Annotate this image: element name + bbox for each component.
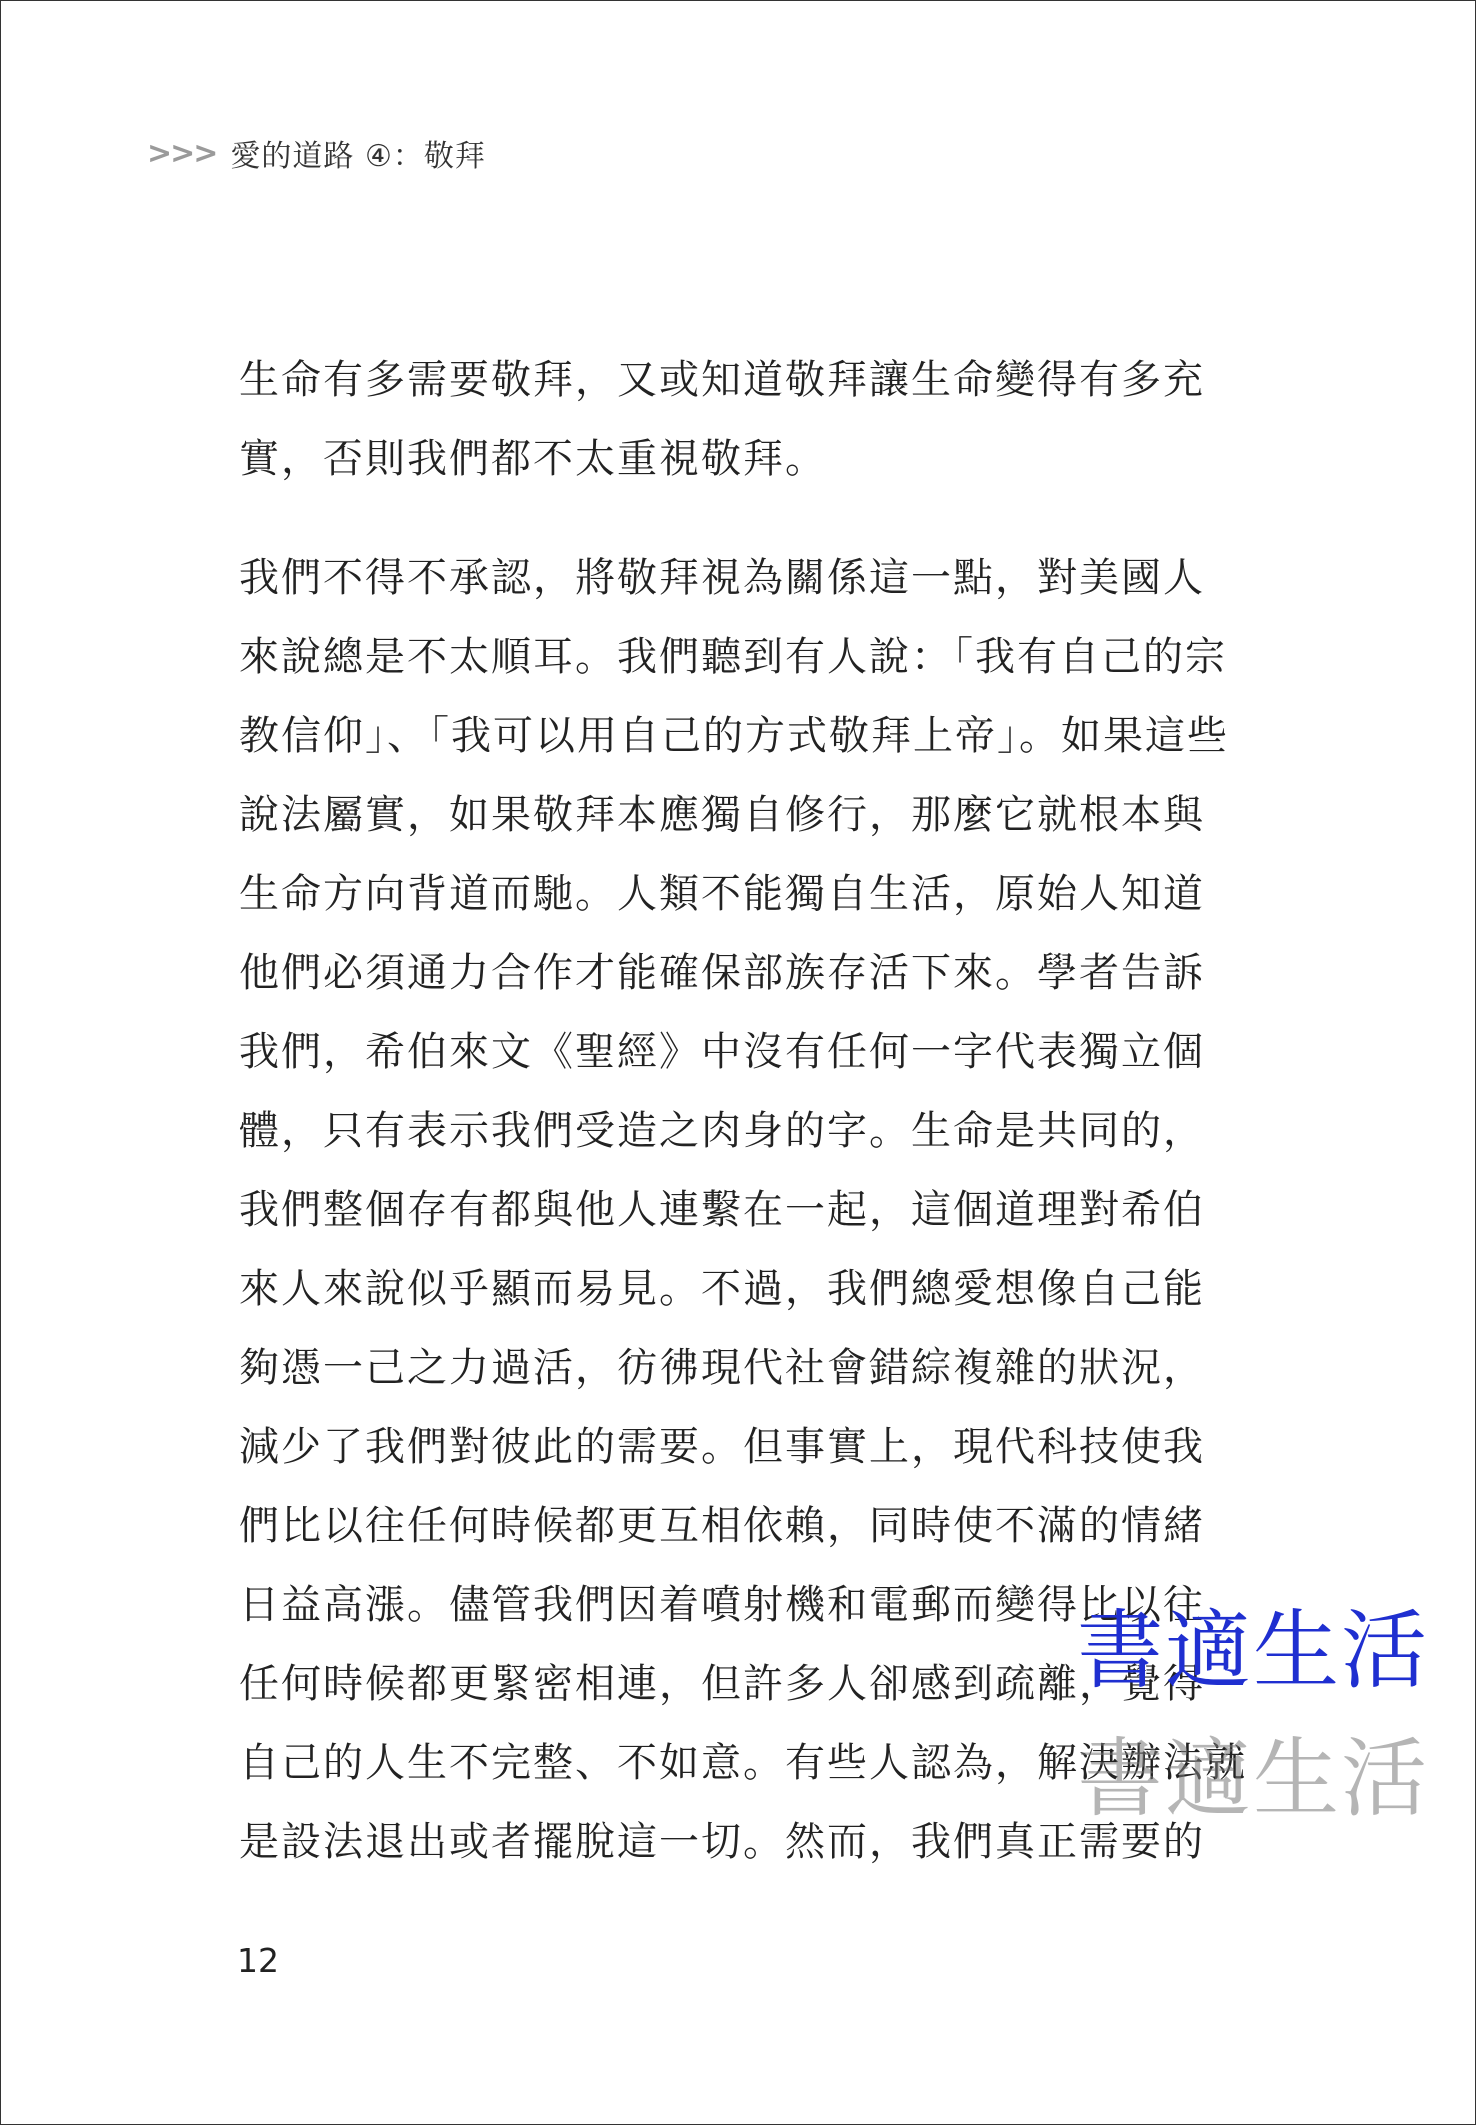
text-line: 日益高漲。儘管我們因着噴射機和電郵而變得比以往 [239,1582,1205,1628]
watermark-primary: 書適生活 [1077,1601,1429,1701]
text-line: 教信仰」、「我可以用自己的方式敬拜上帝」。如果這些 [239,713,1229,759]
text-line: 來說總是不太順耳。我們聽到有人說：「我有自己的宗 [239,634,1227,680]
text-line: 來人來說似乎顯而易見。不過，我們總愛想像自己能 [239,1266,1205,1312]
text-line: 實，否則我們都不太重視敬拜。 [239,436,827,482]
text-line: 我們，希伯來文《聖經》中沒有任何一字代表獨立個 [239,1029,1205,1075]
chevrons-icon: >>> [147,135,217,171]
body-text [239,341,1247,1882]
text-line: 體，只有表示我們受造之肉身的字。生命是共同的， [239,1108,1205,1154]
text-line: 們比以往任何時候都更互相依賴，同時使不滿的情緒 [239,1503,1205,1549]
text-line: 生命有多需要敬拜，又或知道敬拜讓生命變得有多充 [239,357,1205,403]
text-line: 減少了我們對彼此的需要。但事實上，現代科技使我 [239,1424,1205,1470]
text-line: 是設法退出或者擺脫這一切。然而，我們真正需要的 [239,1819,1205,1865]
text-line: 我們不得不承認，將敬拜視為關係這一點，對美國人 [239,555,1205,601]
text-line: 說法屬實，如果敬拜本應獨自修行，那麼它就根本與 [239,792,1205,838]
text-line: 任何時候都更緊密相連，但許多人卻感到疏離，覺得 [239,1661,1205,1707]
text-line: 夠憑一己之力過活，彷彿現代社會錯綜複雜的狀況， [239,1345,1205,1391]
text-line: 我們整個存有都與他人連繫在一起，這個道理對希伯 [239,1187,1205,1233]
text-line: 生命方向背道而馳。人類不能獨自生活，原始人知道 [239,871,1205,917]
chapter-title: 愛的道路 ④：敬拜 [230,139,486,174]
text-line: 自己的人生不完整、不如意。有些人認為，解決辦法就 [239,1740,1247,1786]
paragraph [239,341,1205,499]
watermark-secondary: 書適生活 [1077,1729,1429,1829]
running-header [147,131,486,175]
text-line: 他們必須通力合作才能確保部族存活下來。學者告訴 [239,950,1205,996]
paragraph [239,539,1247,1882]
page-number: 12 [237,1941,279,1980]
